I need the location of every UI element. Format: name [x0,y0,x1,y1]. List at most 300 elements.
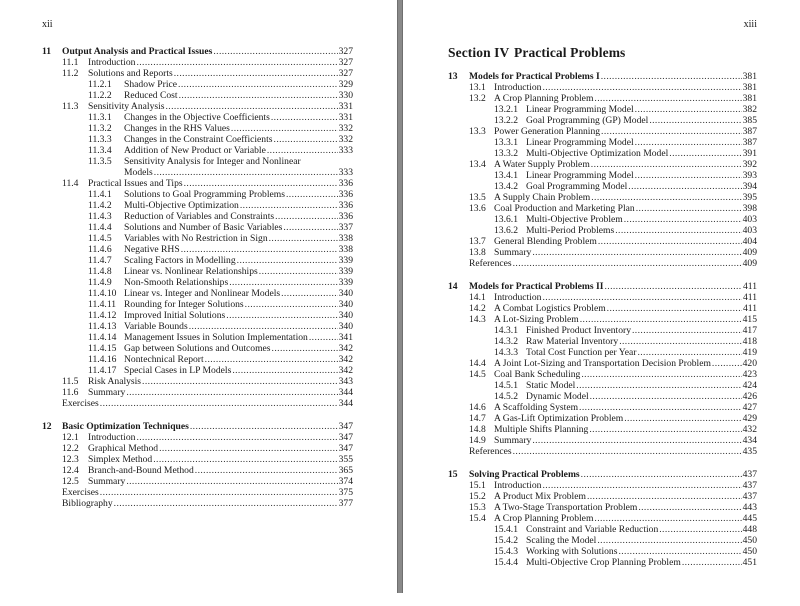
entry-number: 13.6.1 [494,214,518,225]
entry-page-number: 374 [338,476,353,487]
entry-title: A Crop Planning Problem [494,93,594,104]
toc-subsection-entry[interactable] [42,310,353,321]
entry-number: 11.4.12 [88,310,117,321]
page-number-left: xii [42,19,53,30]
entry-title: Output Analysis and Practical Issues [62,46,213,57]
toc-subsection-entry[interactable] [42,354,353,365]
toc-subsection-entry[interactable] [42,277,353,288]
dot-leader [532,435,741,446]
entry-page-number: 355 [338,454,353,465]
dot-leader [576,380,741,391]
entry-number: 11.4.3 [88,211,112,222]
entry-page-number: 423 [742,369,757,380]
toc-section-entry[interactable] [42,454,353,465]
toc-section-entry[interactable] [448,203,757,214]
entry-number: 13.4 [469,159,486,170]
page-number-right: xiii [743,19,757,30]
toc-backmatter-entry[interactable] [42,487,353,498]
toc-section-entry[interactable] [42,101,353,112]
entry-title: Graphical Method [88,443,159,454]
entry-page-number: 398 [742,203,757,214]
entry-title: General Blending Problem [494,236,597,247]
toc-section-entry[interactable] [448,369,757,380]
entry-number: 15 [448,469,458,480]
entry-title: Scaling Factors in Modelling [124,255,236,266]
toc-backmatter-entry[interactable] [448,258,757,269]
entry-number: 14.5.2 [494,391,518,402]
dot-leader [532,247,741,258]
toc-subsection-entry[interactable] [42,134,353,145]
entry-title: Risk Analysis [88,376,142,387]
dot-leader [638,502,741,513]
entry-page-number: 342 [338,365,353,376]
entry-page-number: 336 [338,200,353,211]
toc-section-entry[interactable] [42,178,353,189]
dot-leader [232,365,337,376]
entry-page-number: 344 [338,398,353,409]
toc-subsection-entry[interactable] [448,115,757,126]
entry-title: Variable Bounds [124,321,188,332]
entry-page-number: 340 [338,299,353,310]
entry-number: 13.3.2 [494,148,518,159]
entry-number: 13.3 [469,126,486,137]
entry-page-number: 403 [742,214,757,225]
entry-page-number: 426 [742,391,757,402]
entry-page-number: 424 [742,380,757,391]
entry-number: 13.2 [469,93,486,104]
entry-title: Raw Material Inventory [526,336,619,347]
entry-title: Basic Optimization Techniques [62,421,189,432]
entry-page-number: 332 [338,123,353,134]
entry-page-number: 347 [338,432,353,443]
toc-subsection-entry[interactable] [448,225,757,236]
entry-number: 13.3.1 [494,137,518,148]
toc-subsection-entry[interactable] [42,255,353,266]
dot-leader [607,303,742,314]
dot-leader [126,476,337,487]
entry-number: 14.3.1 [494,325,518,336]
entry-number: 14.8 [469,424,486,435]
entry-number: 12.2 [62,443,79,454]
dot-leader [591,159,742,170]
entry-number: 15.2 [469,491,486,502]
toc-subsection-entry[interactable] [42,321,353,332]
entry-page-number: 327 [338,68,353,79]
entry-title: Reduced Cost [124,90,178,101]
dot-leader [649,115,741,126]
entry-title: Sensitivity Analysis [88,101,165,112]
toc-subsection-entry[interactable] [42,266,353,277]
entry-title: Shadow Price [124,79,178,90]
entry-page-number: 343 [338,376,353,387]
chapter-spacer [42,409,353,421]
entry-number: 11 [42,46,52,57]
entry-number: 14.6 [469,402,486,413]
toc-chapter-entry[interactable] [448,281,757,292]
entry-number: 11.2.2 [88,90,112,101]
toc-section-entry[interactable] [42,376,353,387]
entry-title: Bibliography [62,498,113,509]
toc-section-entry[interactable] [42,68,353,79]
entry-title: Working with Solutions [526,546,618,557]
entry-page-number: 341 [338,332,353,343]
entry-page-number: 437 [742,491,757,502]
dot-leader [587,491,742,502]
entry-title: A Scaffolding System [494,402,579,413]
toc-section-entry[interactable] [448,93,757,104]
entry-title: Exercises [62,487,99,498]
dot-leader [542,292,742,303]
entry-title: A Supply Chain Problem [494,192,591,203]
dot-leader [281,288,337,299]
dot-leader [229,277,337,288]
toc-backmatter-entry[interactable] [42,398,353,409]
toc-section-entry[interactable] [448,513,757,524]
dot-leader [174,68,338,79]
entry-page-number: 382 [742,104,757,115]
entry-page-number: 347 [338,443,353,454]
toc-section-entry[interactable] [448,236,757,247]
dot-leader [513,258,742,269]
toc-section-entry[interactable] [42,476,353,487]
dot-leader [309,332,338,343]
entry-title: A Joint Lot-Sizing and Transportation Decision Problem [494,358,711,369]
toc-section-entry[interactable] [42,387,353,398]
toc-subsection-entry[interactable] [448,104,757,115]
dot-leader [159,443,338,454]
dot-leader [267,145,338,156]
right-page [403,0,800,606]
toc-section-entry[interactable] [448,358,757,369]
dot-leader [589,424,741,435]
toc-subsection-entry[interactable] [448,535,757,546]
entry-title: Branch-and-Bound Method [88,465,194,476]
dot-leader [240,200,338,211]
dot-leader [213,46,337,57]
entry-number: 15.4.4 [494,557,518,568]
entry-title: Constraint and Variable Reduction [526,524,659,535]
entry-page-number: 429 [742,413,757,424]
entry-page-number: 427 [742,402,757,413]
entry-page-number: 377 [338,498,353,509]
entry-title: Rounding for Integer Solutions [124,299,244,310]
entry-number: 13.4.1 [494,170,518,181]
toc-section-entry[interactable] [448,303,757,314]
toc-subsection-entry[interactable] [448,336,757,347]
entry-page-number: 393 [742,170,757,181]
entry-number: 15.3 [469,502,486,513]
toc-subsection-entry[interactable] [448,214,757,225]
dot-leader [635,170,742,181]
entry-page-number: 338 [338,244,353,255]
toc-subsection-entry[interactable] [42,123,353,134]
entry-number: 13.6.2 [494,225,518,236]
entry-page-number: 450 [742,535,757,546]
toc-section-entry[interactable] [448,435,757,446]
dot-leader [195,465,338,476]
entry-title: Practical Issues and Tips [88,178,183,189]
entry-page-number: 394 [742,181,757,192]
dot-leader [542,82,741,93]
entry-title: A Crop Planning Problem [494,513,594,524]
toc-subsection-entry[interactable] [42,145,353,156]
entry-title: Total Cost Function per Year [526,347,637,358]
toc-subsection-entry[interactable] [42,90,353,101]
entry-page-number: 331 [338,112,353,123]
dot-leader [594,513,741,524]
toc-section-entry[interactable] [448,491,757,502]
entry-page-number: 327 [338,46,353,57]
entry-number: 12.3 [62,454,79,465]
toc-subsection-entry[interactable] [42,233,353,244]
dot-leader [624,214,742,225]
entry-page-number: 411 [742,281,757,292]
toc-backmatter-entry[interactable] [448,446,757,457]
dot-leader [271,112,338,123]
dot-leader [190,421,338,432]
toc-subsection-entry[interactable] [42,112,353,123]
toc-entry[interactable] [42,156,353,167]
toc-backmatter-entry[interactable] [42,498,353,509]
section-heading [448,45,625,61]
toc-subsection-entry[interactable] [448,137,757,148]
dot-leader [178,79,338,90]
dot-leader [283,222,337,233]
entry-title: A Two-Stage Transportation Problem [494,502,638,513]
entry-page-number: 392 [742,159,757,170]
entry-title: A Water Supply Problem [494,159,590,170]
entry-title: Power Generation Planning [494,126,601,137]
entry-page-number: 337 [338,222,353,233]
toc-subsection-entry[interactable] [448,380,757,391]
entry-number: 11.4.1 [88,189,112,200]
entry-page-number: 391 [742,148,757,159]
toc-section-entry[interactable] [448,247,757,258]
entry-page-number: 420 [742,358,757,369]
entry-page-number: 338 [338,233,353,244]
entry-number: 11.4.5 [88,233,112,244]
toc-entry-continuation[interactable] [42,167,353,178]
entry-page-number: 415 [742,314,757,325]
entry-number: 15.4.1 [494,524,518,535]
entry-number: 11.4.10 [88,288,117,299]
dot-leader [635,104,742,115]
entry-number: 11.4.17 [88,365,117,376]
entry-number: 11.4.9 [88,277,112,288]
entry-number: 14.7 [469,413,486,424]
toc-section-entry[interactable] [448,159,757,170]
toc-section-entry[interactable] [448,192,757,203]
entry-title: Gap between Solutions and Outcomes [124,343,271,354]
section-number: Section IV [448,45,510,60]
entry-title: Models for Practical Problems I [469,71,600,82]
entry-page-number: 404 [742,236,757,247]
entry-page-number: 381 [742,82,757,93]
toc-subsection-entry[interactable] [42,343,353,354]
dot-leader [136,432,337,443]
toc-section-entry[interactable] [448,424,757,435]
entry-number: 11.2 [62,68,79,79]
toc-subsection-entry[interactable] [448,524,757,535]
toc-subsection-entry[interactable] [448,546,757,557]
dot-leader [581,369,741,380]
entry-title: Introduction [494,82,542,93]
dot-leader [597,535,741,546]
entry-number: 12 [42,421,52,432]
toc-subsection-entry[interactable] [448,181,757,192]
entry-number: 11.3.5 [88,156,112,167]
dot-leader [153,454,337,465]
entry-title: Solutions and Number of Basic Variables [124,222,283,233]
toc-subsection-entry[interactable] [42,222,353,233]
dot-leader [712,358,742,369]
entry-title: Changes in the Constraint Coefficients [124,134,273,145]
entry-number: 13.6 [469,203,486,214]
toc-section-entry[interactable] [448,402,757,413]
entry-title: Goal Programming (GP) Model [526,115,649,126]
dot-leader [659,524,741,535]
toc-section-entry[interactable] [448,413,757,424]
entry-page-number: 434 [742,435,757,446]
toc-subsection-entry[interactable] [42,365,353,376]
entry-page-number: 409 [742,258,757,269]
toc-section-entry[interactable] [448,502,757,513]
entry-number: 11.4.4 [88,222,112,233]
entry-number: 11.2.1 [88,79,112,90]
toc-subsection-entry[interactable] [448,347,757,358]
entry-number: 11.4.14 [88,332,117,343]
toc-section-entry[interactable] [42,465,353,476]
entry-number: 14.9 [469,435,486,446]
toc-subsection-entry[interactable] [448,391,757,402]
entry-title: Coal Bank Scheduling [494,369,581,380]
dot-leader [142,376,338,387]
entry-title: Finished Product Inventory [526,325,631,336]
dot-leader [632,325,742,336]
entry-page-number: 327 [338,57,353,68]
toc-chapter-entry[interactable] [42,421,353,432]
entry-page-number: 385 [742,115,757,126]
entry-title: References [469,446,512,457]
entry-page-number: 445 [742,513,757,524]
toc-right [448,71,757,568]
dot-leader [601,126,742,137]
dot-leader [624,413,741,424]
toc-section-entry[interactable] [448,82,757,93]
entry-page-number: 329 [338,79,353,90]
entry-number: 13.4.2 [494,181,518,192]
entry-title: Introduction [88,57,136,68]
entry-page-number: 347 [338,421,353,432]
dot-leader [100,487,338,498]
toc-section-entry[interactable] [42,57,353,68]
dot-leader [286,189,338,200]
entry-title: Multi-Objective Crop Planning Problem [526,557,681,568]
toc-section-entry[interactable] [448,292,757,303]
entry-number: 13.2.1 [494,104,518,115]
entry-number: 14.3 [469,314,486,325]
dot-leader [594,93,741,104]
toc-section-entry[interactable] [448,314,757,325]
entry-title: Static Model [526,380,576,391]
toc-section-entry[interactable] [42,443,353,454]
dot-leader [231,123,338,134]
toc-section-entry[interactable] [448,480,757,491]
toc-section-entry[interactable] [448,126,757,137]
toc-subsection-entry[interactable] [42,189,353,200]
chapter-spacer [448,269,757,281]
dot-leader [579,402,742,413]
toc-subsection-entry[interactable] [42,288,353,299]
toc-subsection-entry[interactable] [448,325,757,336]
toc-subsection-entry[interactable] [448,148,757,159]
dot-leader [179,90,338,101]
dot-leader [205,354,338,365]
entry-title: Linear Programming Model [526,104,634,115]
entry-page-number: 340 [338,288,353,299]
dot-leader [628,181,741,192]
entry-page-number: 448 [742,524,757,535]
entry-title: Summary [494,247,532,258]
entry-title: Linear vs. Integer and Nonlinear Models [124,288,281,299]
toc-subsection-entry[interactable] [42,200,353,211]
entry-page-number: 417 [742,325,757,336]
entry-title: Scaling the Model [526,535,597,546]
entry-title: Linear vs. Nonlinear Relationships [124,266,258,277]
dot-leader [618,546,741,557]
toc-section-entry[interactable] [42,432,353,443]
toc-chapter-entry[interactable] [448,469,757,480]
entry-number: 14.3.2 [494,336,518,347]
toc-subsection-entry[interactable] [448,170,757,181]
toc-subsection-entry[interactable] [42,332,353,343]
entry-number: 13.8 [469,247,486,258]
entry-page-number: 451 [742,557,757,568]
entry-number: 11.3.4 [88,145,112,156]
dot-leader [184,178,338,189]
entry-number: 11.5 [62,376,79,387]
entry-title: Models for Practical Problems II [469,281,604,292]
entry-number: 11.3.2 [88,123,112,134]
toc-subsection-entry[interactable] [42,244,353,255]
entry-title: Solving Practical Problems [469,469,580,480]
entry-page-number: 437 [742,469,757,480]
toc-subsection-entry[interactable] [42,79,353,90]
dot-leader [591,192,741,203]
entry-title: Multi-Objective Problem [526,214,623,225]
toc-subsection-entry[interactable] [42,299,353,310]
dot-leader [604,281,741,292]
toc-chapter-entry[interactable] [448,71,757,82]
entry-number: 15.1 [469,480,486,491]
chapter-spacer [448,457,757,469]
entry-title: Goal Programming Model [526,181,628,192]
dot-leader [682,557,742,568]
dot-leader [637,347,741,358]
toc-chapter-entry[interactable] [42,46,353,57]
entry-title: Non-Smooth Relationships [124,277,229,288]
entry-number: 15.4.2 [494,535,518,546]
entry-title: Improved Initial Solutions [124,310,226,321]
entry-number: 13.1 [469,82,486,93]
entry-page-number: 336 [338,178,353,189]
toc-subsection-entry[interactable] [448,557,757,568]
toc-subsection-entry[interactable] [42,211,353,222]
entry-number: 11.4.2 [88,200,112,211]
entry-page-number: 333 [338,167,353,178]
entry-title: Introduction [88,432,136,443]
entry-number: 13.5 [469,192,486,203]
